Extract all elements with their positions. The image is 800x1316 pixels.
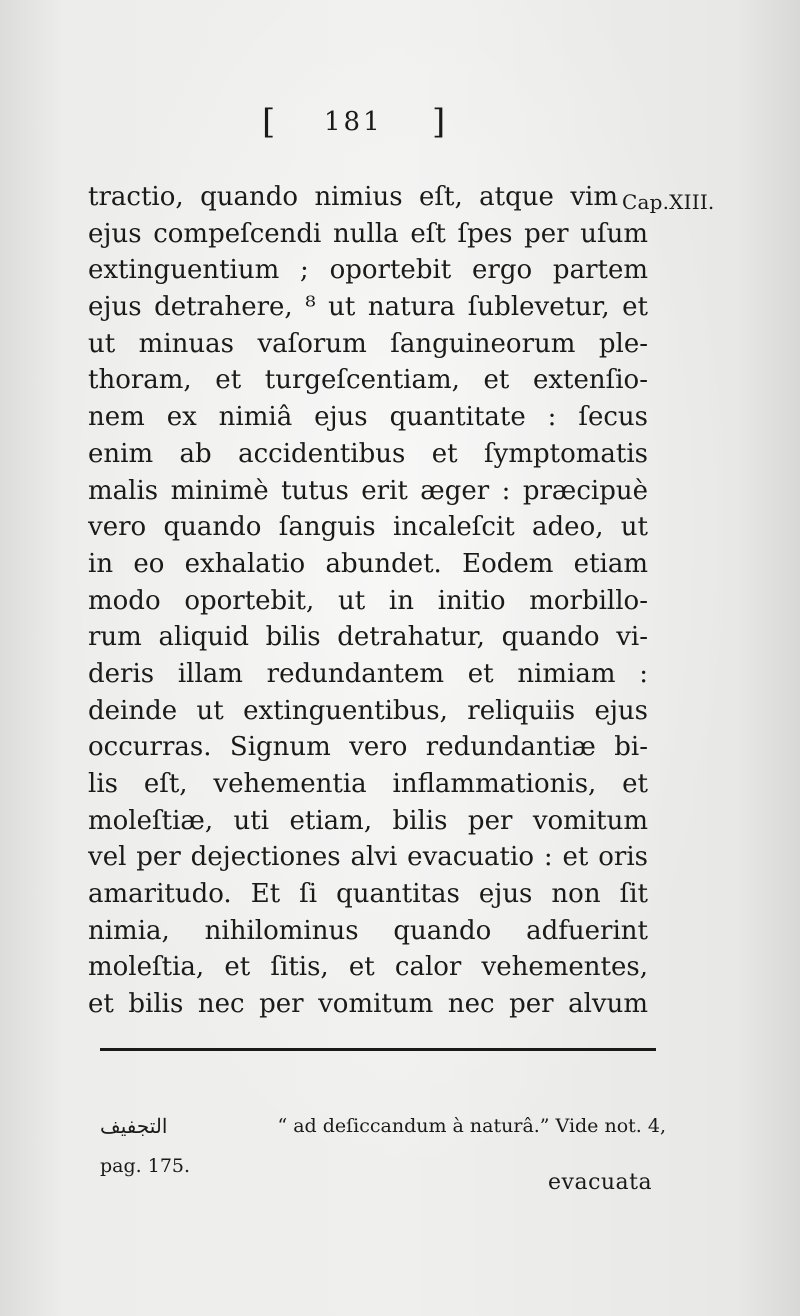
text-line: amaritudo. Et ſi quantitas ejus non ſit [88,879,648,910]
text-line: ejus detrahere, ⁸ ut natura ſublevetur, et [88,292,648,323]
right-bracket: ] [432,102,447,142]
text-line: moleſtiæ, uti etiam, bilis per vomitum [88,805,648,836]
text-line: enim ab accidentibus et ſymptomatis [88,438,648,469]
text-line: nem ex nimiâ ejus quantitate : ſecus [88,402,648,433]
footnote-arabic: التجفيف [100,1114,168,1138]
text-line: et bilis nec per vomitum nec per alvum [88,989,648,1020]
text-line: tractio, quando nimius eſt, atque vim [88,182,618,212]
text-line: malis minimè tutus erit æger : præcipuè [88,475,648,506]
text-line: in eo exhalatio abundet. Eodem etiam [88,548,648,579]
footnote-rule [100,1048,656,1051]
footnote-line-1 [100,1106,666,1146]
text-line: ejus compeſcendi nulla eſt ſpes per uſum [88,218,648,249]
text-line: vero quando ſanguis incaleſcit adeo, ut [88,512,648,543]
text-line: moleſtia, et ſitis, et calor vehementes, [88,952,648,983]
left-bracket: [ [262,102,277,142]
text-line: nimia, nihilominus quando adfuerint [88,915,648,946]
text-line: deinde ut extinguentibus, reliquiis ejus [88,695,648,726]
text-line: occurras. Signum vero redundantiæ bi- [88,732,648,763]
margin-note: Cap.XIII. [622,190,715,214]
text-line: lis eſt, vehementia inflammationis, et [88,769,648,799]
text-line: thoram, et turgeſcentiam, et extenſio- [88,365,648,396]
text-line: rum aliquid bilis detrahatur, quando vi- [88,622,648,653]
text-line: extinguentium ; oportebit ergo partem [88,255,648,286]
text-line: modo oportebit, ut in initio morbillo- [88,585,648,616]
text-line: deris illam redundantem et nimiam : [88,658,648,689]
page-header [262,92,462,152]
body-text [88,179,648,1023]
footnote-line-2: pag. 175. [100,1155,191,1177]
page-number: 181 [324,107,383,137]
catchword: evacuata [548,1170,653,1195]
text-line: ut minuas vaſorum ſanguineorum ple- [88,328,648,359]
text-line: vel per dejectiones alvi evacuatio : et oris [88,842,648,873]
footnote-text: “ ad deſiccandum à naturâ.” Vide not. 4, [277,1115,666,1137]
